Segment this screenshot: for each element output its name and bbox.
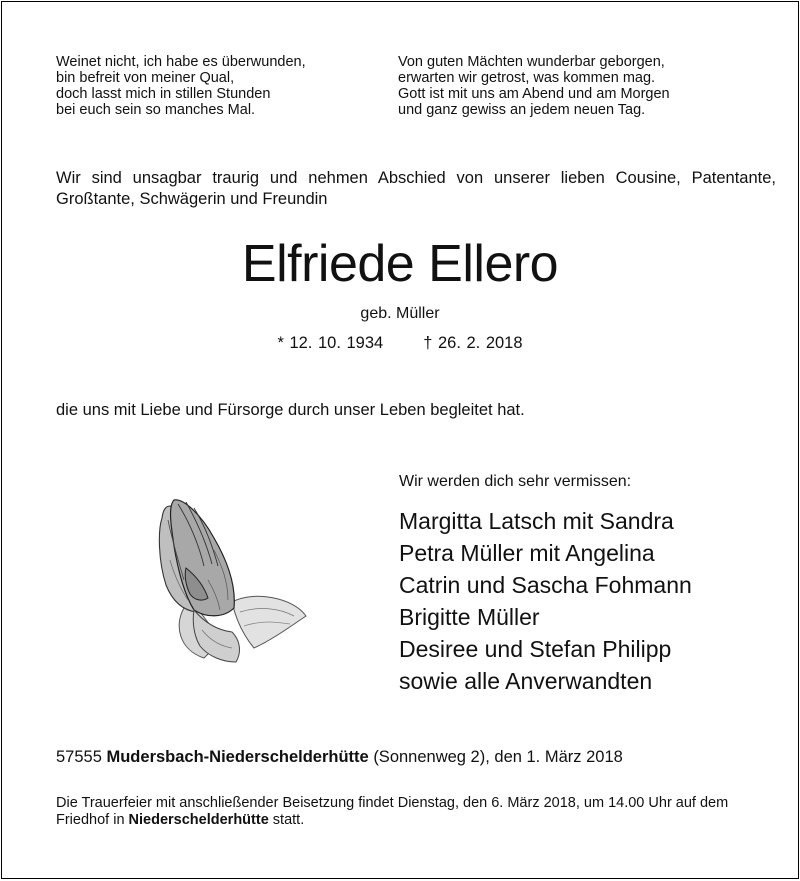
birth-date: * 12. 10. 1934 (277, 334, 384, 352)
miss-intro: Wir werden dich sehr vermissen: (399, 473, 632, 490)
mourner-name: Petra Müller mit Angelina (399, 540, 655, 566)
poem-line: bin befreit von meiner Qual, (56, 70, 235, 86)
notice-place: Niederschelderhütte (128, 812, 269, 828)
poem-line: erwarten wir getrost, was kommen mag. (398, 70, 656, 86)
mourners-list (399, 505, 692, 697)
death-date: † 26. 2. 2018 (423, 334, 523, 352)
street-and-date: (Sonnenweg 2), den 1. März 2018 (373, 748, 623, 766)
mourner-name: Brigitte Müller (399, 604, 540, 630)
poem-line: Von guten Mächten wunderbar geborgen, (398, 54, 665, 70)
poem-right (398, 54, 670, 118)
praying-hands-icon (144, 490, 314, 670)
poem-line: bei euch sein so manches Mal. (56, 102, 256, 118)
address-line (56, 747, 623, 768)
poem-line: Weinet nicht, ich habe es überwunden, (56, 54, 306, 70)
poem-line: und ganz gewiss an jedem neuen Tag. (398, 102, 646, 118)
poem-line: Gott ist mit uns am Abend und am Morgen (398, 86, 670, 102)
mourner-name: sowie alle Anverwandten (399, 668, 653, 694)
deceased-name: Elfriede Ellero (241, 235, 559, 293)
life-dates (2, 333, 798, 353)
poem-left (56, 54, 306, 118)
mourner-name: Margitta Latsch mit Sandra (399, 508, 674, 534)
obituary-notice (1, 1, 799, 879)
funeral-notice (56, 795, 756, 829)
poem-line: doch lasst mich in stillen Stunden (56, 86, 271, 102)
postcode: 57555 (56, 748, 102, 766)
notice-text-end: statt. (272, 812, 305, 828)
intro-text: Wir sind unsagbar traurig und nehmen Abschied von unserer lieben Cousine, Patentante, Großtante, Schwägerin und Freundin (56, 169, 776, 208)
mourner-name: Catrin und Sascha Fohmann (399, 572, 692, 598)
tribute-text: die uns mit Liebe und Fürsorge durch unser Leben begleitet hat. (56, 401, 525, 419)
mourner-name: Desiree und Stefan Philipp (399, 636, 672, 662)
notice-text: Die Trauerfeier mit anschließender Beisetzung findet Dienstag, den 6. März 2018, um 14.00 Uhr auf dem Friedhof in (56, 795, 729, 828)
town: Mudersbach-Niederschelderhütte (106, 748, 369, 766)
maiden-name: geb. Müller (360, 305, 440, 322)
